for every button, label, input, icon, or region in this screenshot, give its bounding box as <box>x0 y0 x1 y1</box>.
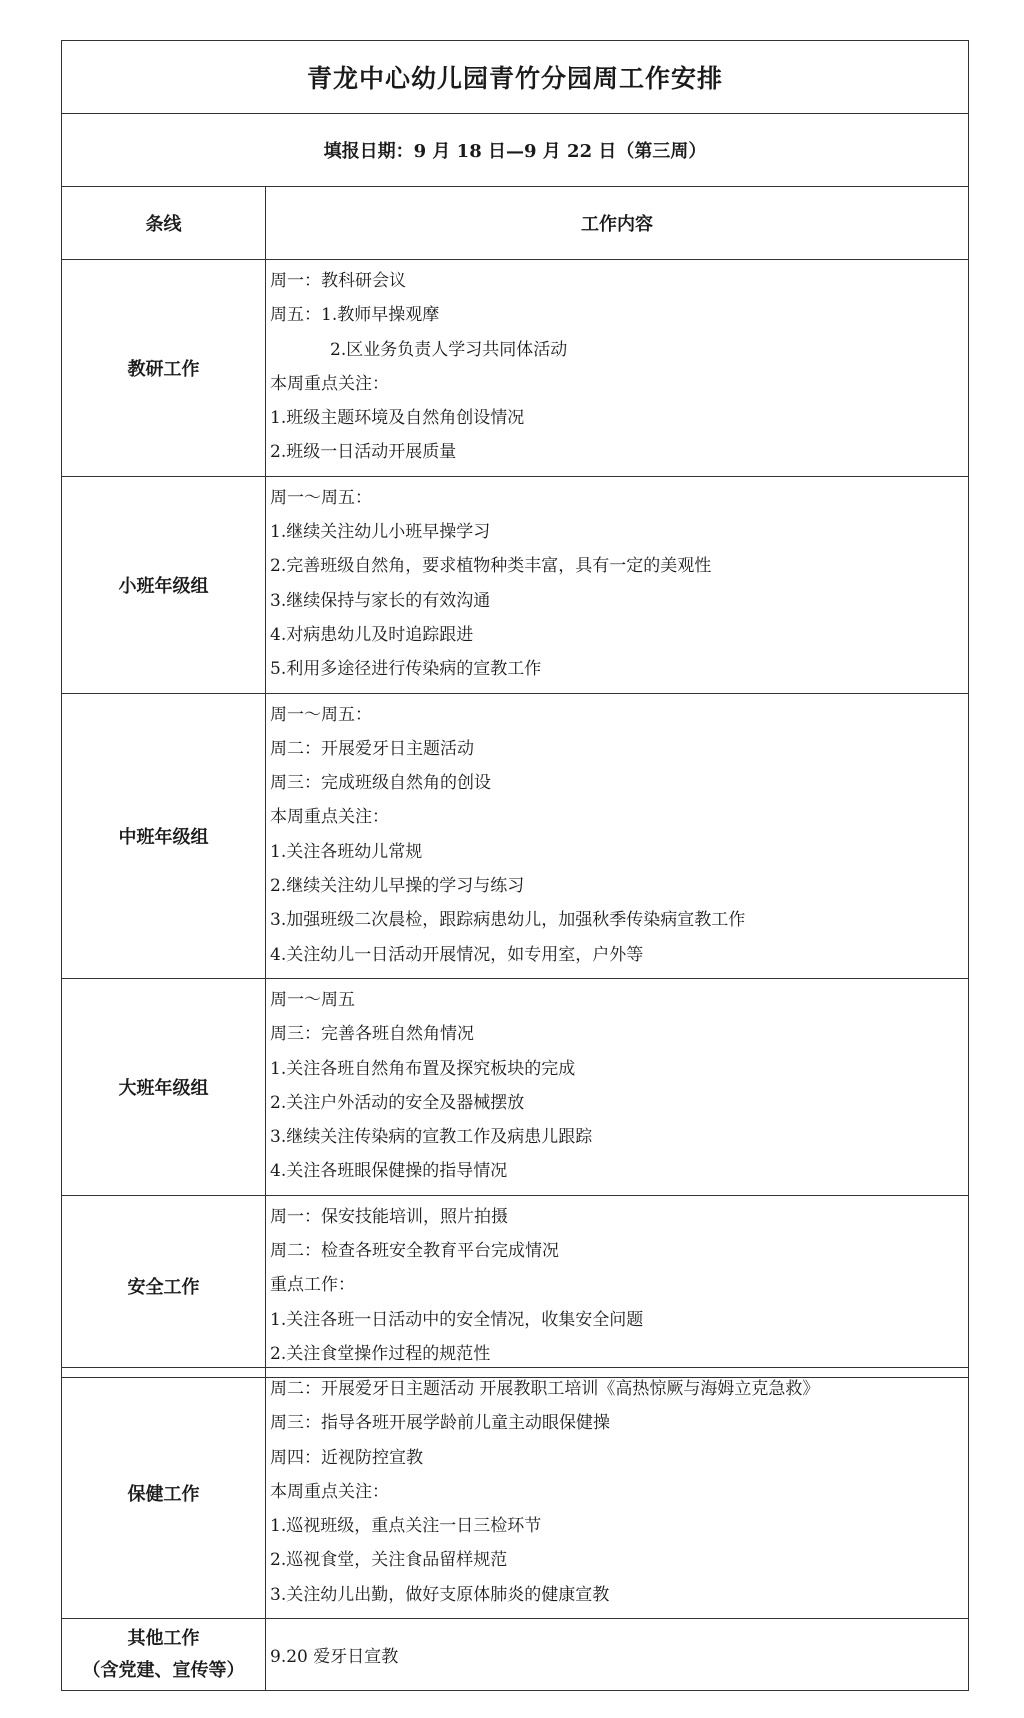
content-line: 4.关注各班眼保健操的指导情况 <box>270 1161 508 1182</box>
content-line: 周三：完善各班自然角情况 <box>270 1024 474 1045</box>
content-line: 3.继续保持与家长的有效沟通 <box>270 590 491 611</box>
content-health <box>266 1368 969 1619</box>
content-line: 周一～周五 <box>270 989 355 1010</box>
content-line: 周二：开展爱牙日主题活动 开展教职工培训《高热惊厥与海姆立克急救》 <box>270 1379 820 1399</box>
category-safety: 安全工作 <box>62 1195 266 1377</box>
content-line: 2.班级一日活动开展质量 <box>270 442 457 463</box>
content-other: 9.20 爱牙日宣教 <box>266 1619 969 1691</box>
content-header: 工作内容 <box>266 187 969 260</box>
category-health: 保健工作 <box>62 1368 266 1619</box>
content-teaching-research <box>266 260 969 477</box>
content-line: 2.关注户外活动的安全及器械摆放 <box>270 1092 525 1113</box>
content-line: 周一～周五： <box>270 487 372 508</box>
content-line: 1.关注各班幼儿常规 <box>270 841 423 862</box>
section-row-junior-class <box>62 476 969 693</box>
page-title: 青龙中心幼儿园青竹分园周工作安排 <box>62 41 969 114</box>
content-line: 本周重点关注： <box>270 373 389 394</box>
content-line: 2.继续关注幼儿早操的学习与练习 <box>270 876 525 897</box>
content-line: 周一：保安技能培训，照片拍摄 <box>270 1206 508 1227</box>
section-row-health <box>62 1368 969 1619</box>
content-line: 4.关注幼儿一日活动开展情况，如专用室，户外等 <box>270 944 644 965</box>
content-line: 周五：1.教师早操观摩 <box>270 305 440 326</box>
category-senior-class: 大班年级组 <box>62 978 266 1195</box>
content-line: 3.加强班级二次晨检，跟踪病患幼儿，加强秋季传染病宣教工作 <box>270 910 746 931</box>
content-line: 周四：近视防控宣教 <box>270 1447 423 1468</box>
content-line: 2.巡视食堂，关注食品留样规范 <box>270 1550 508 1571</box>
content-line: 1.关注各班自然角布置及探究板块的完成 <box>270 1058 576 1079</box>
content-line: 周一：教科研会议 <box>270 271 406 291</box>
section-row-other <box>62 1619 969 1691</box>
content-line: 4.对病患幼儿及时追踪跟进 <box>270 624 474 645</box>
category-middle-class: 中班年级组 <box>62 693 266 978</box>
content-line: 2.区业务负责人学习共同体活动 <box>330 339 568 360</box>
content-line: 1.班级主题环境及自然角创设情况 <box>270 408 525 429</box>
content-line: 2.完善班级自然角，要求植物种类丰富，具有一定的美观性 <box>270 556 712 577</box>
category-junior-class: 小班年级组 <box>62 476 266 693</box>
category-other <box>62 1619 266 1691</box>
content-line: 周一～周五： <box>270 704 372 725</box>
category-header: 条线 <box>62 187 266 260</box>
content-line: 3.关注幼儿出勤，做好支原体肺炎的健康宣教 <box>270 1584 610 1605</box>
category-other-title: 其他工作 <box>127 1627 200 1649</box>
content-line: 3.继续关注传染病的宣教工作及病患儿跟踪 <box>270 1127 593 1148</box>
section-row-senior-class <box>62 978 969 1195</box>
category-other-subtitle: （含党建、宣传等） <box>82 1659 245 1681</box>
content-line: 周三：指导各班开展学龄前儿童主动眼保健操 <box>270 1413 610 1434</box>
content-line: 本周重点关注： <box>270 807 389 828</box>
content-line: 2.关注食堂操作过程的规范性 <box>270 1343 491 1364</box>
content-line: 周二：开展爱牙日主题活动 <box>270 738 474 759</box>
schedule-table-top <box>61 40 969 1378</box>
report-date: 填报日期：9 月 18 日—9 月 22 日（第三周） <box>62 114 969 187</box>
content-junior-class <box>266 476 969 693</box>
section-row-safety <box>62 1195 969 1377</box>
content-line: 1.巡视班级，重点关注一日三检环节 <box>270 1516 542 1537</box>
content-line: 5.利用多途径进行传染病的宣教工作 <box>270 659 542 680</box>
content-middle-class <box>266 693 969 978</box>
content-line: 周二：检查各班安全教育平台完成情况 <box>270 1241 559 1262</box>
content-safety <box>266 1195 969 1377</box>
content-line: 重点工作： <box>270 1275 355 1296</box>
section-row-teaching-research <box>62 260 969 477</box>
content-line: 1.关注各班一日活动中的安全情况，收集安全问题 <box>270 1309 644 1330</box>
schedule-table-bottom <box>61 1367 969 1691</box>
content-senior-class <box>266 978 969 1195</box>
content-line: 周三：完成班级自然角的创设 <box>270 773 491 794</box>
content-line: 本周重点关注： <box>270 1481 389 1502</box>
category-teaching-research: 教研工作 <box>62 260 266 477</box>
content-line: 1.继续关注幼儿小班早操学习 <box>270 522 491 543</box>
section-row-middle-class <box>62 693 969 978</box>
